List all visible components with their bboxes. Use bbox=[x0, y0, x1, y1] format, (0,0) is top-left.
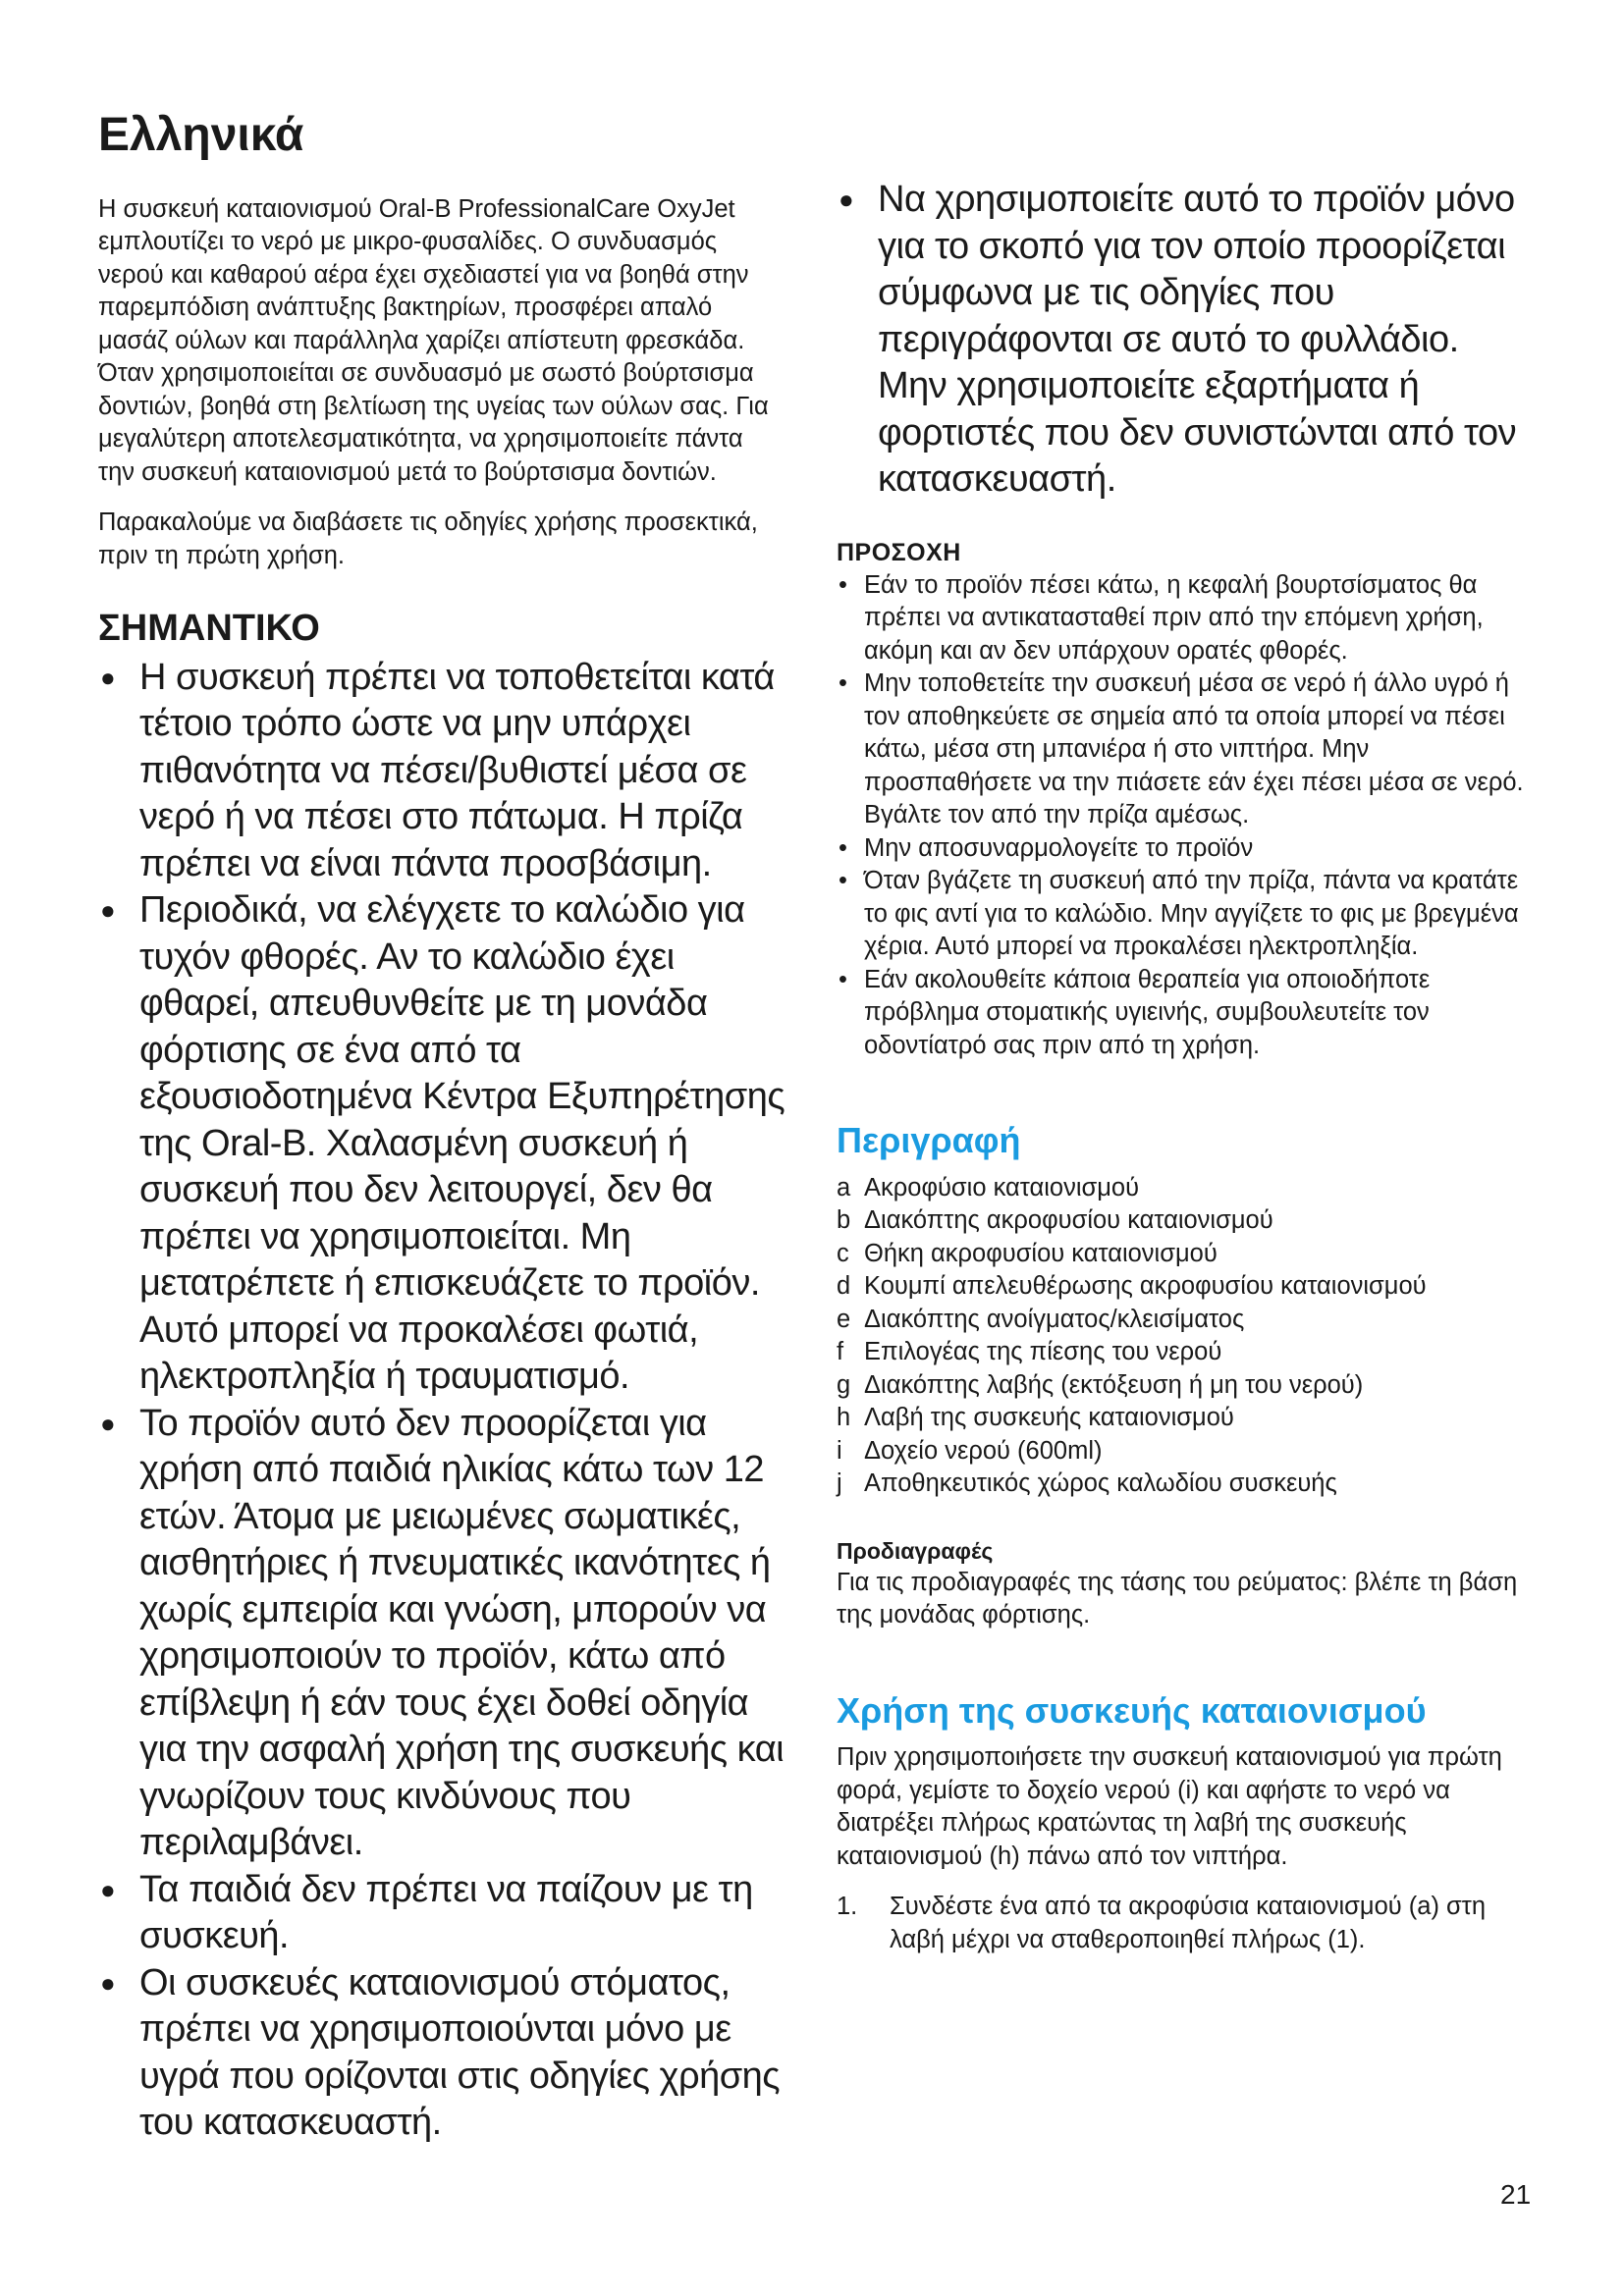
item-letter: g bbox=[837, 1370, 851, 1399]
description-heading: Περιγραφή bbox=[837, 1120, 1021, 1160]
specs-text: Για τις προδιαγραφές της τάσης του ρεύματος: βλέπε τη βάση της μονάδας φόρτισης. bbox=[837, 1568, 1518, 1629]
item-letter: h bbox=[837, 1404, 851, 1432]
item-text: Κουμπί απελευθέρωσης ακροφυσίου καταιονισμού bbox=[864, 1272, 1427, 1301]
item-text: Θήκη ακροφυσίου καταιονισμού bbox=[864, 1239, 1218, 1267]
important-heading: ΣΗΜΑΝΤΙΚΟ bbox=[98, 608, 320, 650]
caution-item: • Όταν βγάζετε τη συσκευή από την πρίζα, πάντα να κρατάτε το φις αντί για το καλώδιο. Μην αγγίζετε το φις με βρεγμένα χέρια. Αυτό μπορεί να προκαλέσει ηλεκτροπληξία. bbox=[837, 865, 1524, 964]
item-letter: b bbox=[837, 1206, 851, 1235]
right-column bbox=[837, 177, 1524, 1956]
item-text: Δοχείο νερού (600ml) bbox=[864, 1436, 1103, 1465]
left-column bbox=[98, 110, 785, 2147]
item-text: Διακόπτης ακροφυσίου καταιονισμού bbox=[864, 1206, 1273, 1235]
description-item bbox=[837, 1270, 1524, 1304]
item-text: Λαβή της συσκευής καταιονισμού bbox=[864, 1404, 1234, 1432]
important-list bbox=[98, 655, 785, 2147]
caution-list bbox=[837, 569, 1524, 1063]
important-item: ● Το προϊόν αυτό δεν προορίζεται για χρήση από παιδιά ηλικίας κάτω των 12 ετών. Άτομα με μειωμένες σωματικές, αισθητήριες ή πνευματικές ικανότητες ή χωρίς εμπειρία και γνώση, μπορούν να χρησιμοποιούν το προϊόν, κάτω από επίβλεψη ή εάν τους έχει δοθεί οδηγία για την ασφαλή χρήση της συσκευής και γνωρίζουν τους κινδύνους που περιλαμβάνει. bbox=[98, 1401, 785, 1867]
important-item: ● Να χρησιμοποιείτε αυτό το προϊόν μόνο για το σκοπό για τον οποίο προορίζεται σύμφωνα με τις οδηγίες που περιγράφονται σε αυτό το φυλλάδιο. Μην χρησιμοποιείτε εξαρτήματα ή φορτιστές που δεν συνιστώνται από τον κατασκευαστή. bbox=[837, 177, 1524, 504]
important-item: ● Οι συσκευές καταιονισμού στόματος, πρέπει να χρησιμοποιούνται μόνο με υγρά που ορίζονται στις οδηγίες χρήσης του κατασκευαστή. bbox=[98, 1960, 785, 2147]
step-text: Συνδέστε ένα από τα ακροφύσια καταιονισμού (a) στη λαβή μέχρι να σταθεροποιηθεί πλήρως (1). bbox=[890, 1893, 1487, 1953]
item-letter: f bbox=[837, 1338, 844, 1366]
caution-item: • Εάν το προϊόν πέσει κάτω, η κεφαλή βουρτσίσματος θα πρέπει να αντικατασταθεί πριν από την επόμενη χρήση, ακόμη και αν δεν υπάρχουν ορατές φθορές. bbox=[837, 569, 1524, 668]
intro-paragraph: Η συσκευή καταιονισμού Oral-B ProfessionalCare OxyJet εμπλουτίζει το νερό με μικρο-φυσαλίδες. Ο συνδυασμός νερού και καθαρού αέρα έχει σχεδιαστεί για να βοηθά στην παρεμπόδιση ανάπτυξης βακτηρίων, προσφέρει απαλό μασάζ ούλων και παράλληλα χαρίζει απίστευτη φρεσκάδα. Όταν χρησιμοποιείται σε συνδυασμό με σωστό βούρτσισμα δοντιών, βοηθά στη βελτίωση της υγείας των ούλων σας. Για μεγαλύτερη αποτελεσματικότητα, να χρησιμοποιείτε πάντα την συσκευή καταιονισμού μετά το βούρτσισμα δοντιών. bbox=[98, 194, 769, 486]
description-item bbox=[837, 1204, 1524, 1238]
description-item bbox=[837, 1172, 1524, 1205]
important-list-continued bbox=[837, 177, 1524, 504]
item-letter: j bbox=[837, 1469, 842, 1498]
usage-step bbox=[837, 1891, 1524, 1956]
usage-heading: Χρήση της συσκευής καταιονισμού bbox=[837, 1689, 1427, 1731]
caution-item: • Εάν ακολουθείτε κάποια θεραπεία για οποιοδήποτε πρόβλημα στοματικής υγιεινής, συμβουλευτείτε τον οδοντίατρό σας πριν από τη χρήση. bbox=[837, 964, 1524, 1063]
caution-heading: ΠΡΟΣΟΧΗ bbox=[837, 538, 961, 566]
description-item bbox=[837, 1369, 1524, 1403]
intro-reading-note: Παρακαλούμε να διαβάσετε τις οδηγίες χρήσης προσεκτικά, πριν τη πρώτη χρήση. bbox=[98, 508, 758, 569]
page-number: 21 bbox=[1500, 2179, 1532, 2210]
description-item bbox=[837, 1238, 1524, 1271]
important-item: ● Τα παιδιά δεν πρέπει να παίζουν με τη συσκευή. bbox=[98, 1867, 785, 1960]
description-list bbox=[837, 1172, 1524, 1501]
item-text: Επιλογέας της πίεσης του νερού bbox=[864, 1338, 1222, 1366]
item-text: Ακροφύσιο καταιονισμού bbox=[864, 1173, 1140, 1201]
item-letter: d bbox=[837, 1272, 851, 1301]
description-item bbox=[837, 1435, 1524, 1468]
usage-text: Πριν χρησιμοποιήσετε την συσκευή καταιονισμού για πρώτη φορά, γεμίστε το δοχείο νερού (i) και αφήστε το νερό να διατρέξει πλήρως κρατώντας τη λαβή της συσκευής καταιονισμού (h) πάνω από τον νιπτήρα. bbox=[837, 1743, 1502, 1870]
intro-section bbox=[98, 193, 785, 573]
language-title: Ελληνικά bbox=[98, 109, 304, 161]
item-letter: e bbox=[837, 1305, 851, 1333]
caution-item: • Μην αποσυναρμολογείτε το προϊόν bbox=[837, 832, 1524, 866]
item-text: Διακόπτης λαβής (εκτόξευση ή μη του νερού) bbox=[864, 1370, 1364, 1399]
specs-heading: Προδιαγραφές bbox=[837, 1537, 994, 1564]
step-number: 1. bbox=[837, 1893, 858, 1921]
description-item bbox=[837, 1336, 1524, 1369]
description-item bbox=[837, 1402, 1524, 1435]
description-item bbox=[837, 1304, 1524, 1337]
item-text: Διακόπτης ανοίγματος/κλεισίματος bbox=[864, 1305, 1245, 1333]
important-item: ● Περιοδικά, να ελέγχετε το καλώδιο για τυχόν φθορές. Αν το καλώδιο έχει φθαρεί, απευθυνθείτε με τη μονάδα φόρτισης σε ένα από τα εξουσιοδοτημένα Κέντρα Εξυπηρέτησης της Oral-B. Χαλασμένη συσκευή ή συσκευή που δεν λειτουργεί, δεν θα πρέπει να χρησιμοποιείται. Μη μετατρέπετε ή επισκευάζετε το προϊόν. Αυτό μπορεί να προκαλέσει φωτιά, ηλεκτροπληξία ή τραυματισμό. bbox=[98, 887, 785, 1401]
description-item bbox=[837, 1468, 1524, 1501]
caution-item: • Μην τοποθετείτε την συσκευή μέσα σε νερό ή άλλο υγρό ή τον αποθηκεύετε σε σημεία από τα οποία μπορεί να πέσει κάτω, μέσα στη μπανιέρα ή στο νιπτήρα. Μην προσπαθήσετε να την πιάσετε εάν έχει πέσει μέσα σε νερό. Βγάλτε τον από την πρίζα αμέσως. bbox=[837, 667, 1524, 832]
item-letter: a bbox=[837, 1173, 851, 1201]
item-letter: c bbox=[837, 1239, 849, 1267]
item-letter: i bbox=[837, 1436, 842, 1465]
usage-steps bbox=[837, 1891, 1524, 1956]
important-item: ● Η συσκευή πρέπει να τοποθετείται κατά τέτοιο τρόπο ώστε να μην υπάρχει πιθανότητα να πέσει/βυθιστεί μέσα σε νερό ή να πέσει στο πάτωμα. Η πρίζα πρέπει να είναι πάντα προσβάσιμη. bbox=[98, 655, 785, 888]
item-text: Αποθηκευτικός χώρος καλωδίου συσκευής bbox=[864, 1469, 1337, 1498]
